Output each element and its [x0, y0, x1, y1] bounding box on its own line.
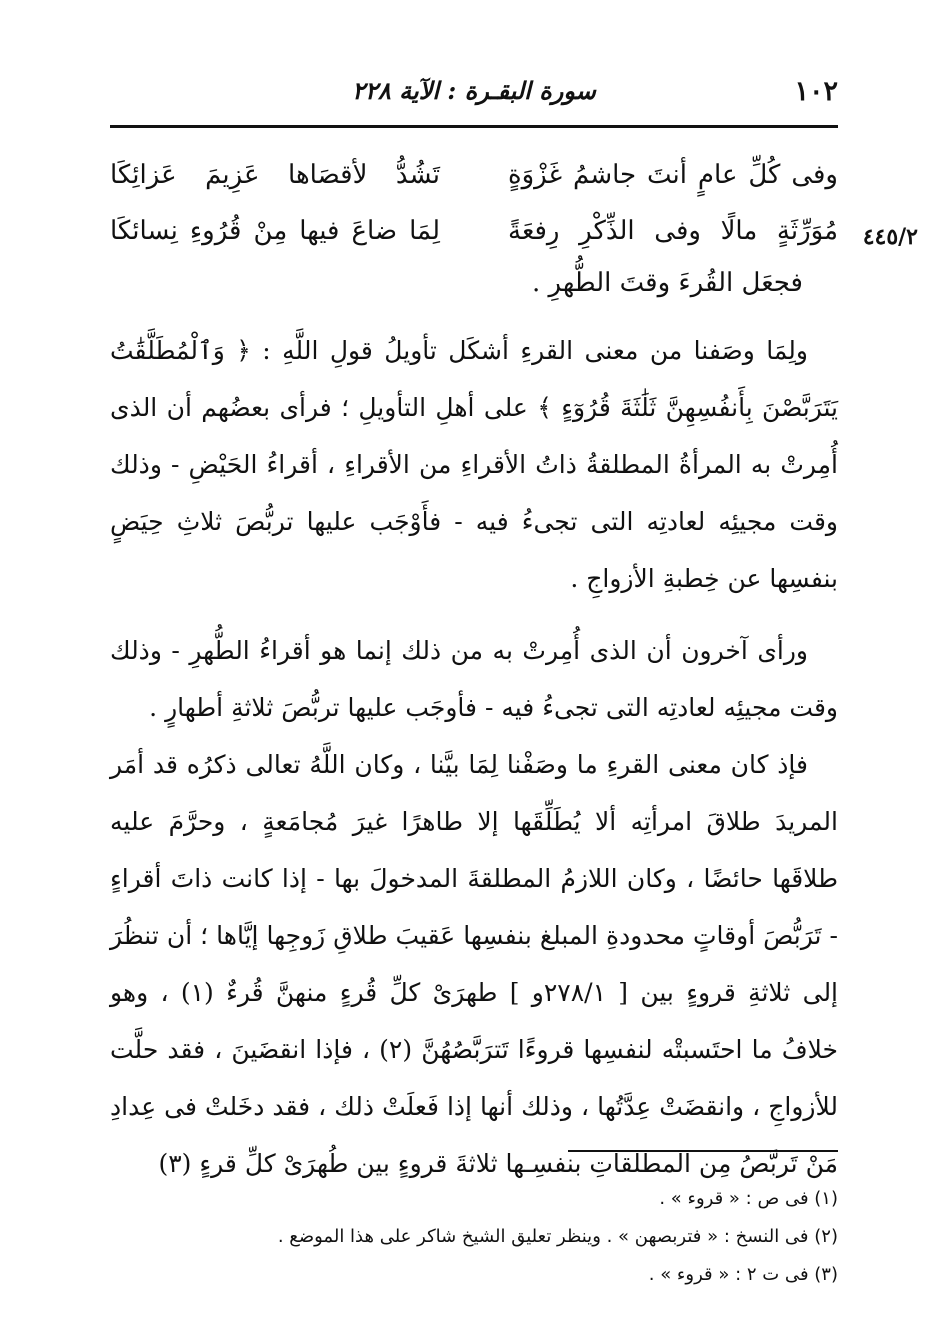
paragraph-1: ولِمَا وصَفنا من معنى القرءِ أشكَل تأويلُ قولِ اللَّهِ : ﴿ وَٱلْمُطَلَّقَٰتُ يَتَرَبَّصْنَ بِأَنفُسِهِنَّ ثَلَٰثَةَ قُرُوٓءٍ ﴾ على أهلِ التأويلِ ؛ فرأى بعضُهم أن الذى أُمِرتْ به المرأةُ المطلقةُ ذاتُ الأقراءِ من الأقراءِ ، أقراءُ الحَيْضِ - وذلك وقت مجيئِه لعادتِه التى تجىءُ فيه - فأَوْجَب عليها تربُّصَ ثلاثِ حِيَضٍ بنفسِها عن خِطبةِ الأزواجِ . [110, 336, 838, 593]
header-rule [110, 125, 838, 128]
verse-1-first-hemistich: وفى كُلِّ عامٍ أنتَ جاشمُ غَزْوَةٍ [508, 160, 838, 190]
paragraph-3: فإذ كان معنى القرءِ ما وصَفْنا لِمَا بيَّنا ، وكان اللَّهُ تعالى ذكرُه قد أمَر المريدَ طلاقَ امرأتِه ألا يُطَلِّقَها إلا طاهرًا غيرَ مُجامَعةٍ ، وحرَّمَ عليه طلاقَها حائضًا ، وكان اللازمُ المطلقةَ المدخولَ بها - إذا كانت ذاتَ أقراءٍ - تَرَبُّصَ أوقاتٍ محدودةِ المبلغ بنفسِها عَقيبَ طلاقِ زَوجِها إيَّاها ؛ أن تنظُرَ إلى ثلاثةِ قروءٍ بين [ ٢٧٨/١و ] طهرَىْ كلِّ قُرءٍ منهنَّ قُرءٌ (١) ، وهو خلافُ ما احتَسبتْه لنفسِها قروءًا تَترَبَّصُهُنَّ (٢) ، فإذا انقضَينَ ، فقد حلَّت للأزواجِ ، وانقضَتْ عِدَّتُها ، وذلك أنها إذا فَعلَتْ ذلك ، فقد دخَلتْ فى عِدادِ مَنْ تَربَّصُ مِن المطلقاتِ بنفسِـها ثلاثةَ قروءٍ بين طُهرَىْ كلِّ قرءٍ (٣) [110, 750, 839, 1178]
footnote-3: (٣) فى ت ٢ : « قروء » . [648, 1264, 838, 1285]
footnote-rule [568, 1150, 838, 1152]
verse-1 [110, 160, 838, 216]
verse-2-second-hemistich: لِمَا ضاعَ فيها مِنْ قُرُوءِ نِسائكَا [110, 216, 440, 246]
verse-2 [110, 216, 838, 272]
verse-2-first-hemistich: مُوَرِّثَةٍ مالًا وفى الذِّكْرِ رِفعَةً [508, 216, 838, 246]
footnote-2: (٢) فى النسخ : « فتربصهن » . وينظر تعليق الشيخ شاكر على هذا الموضع . [277, 1226, 838, 1247]
footnotes [110, 1180, 838, 1294]
poem-continuation: فجعَل القُرءَ وقتَ الطُّهرِ . [532, 268, 803, 298]
page-number: ١٠٢ [794, 76, 838, 107]
poem [110, 160, 918, 272]
running-title: سورة البقـرة : الآية ٢٢٨ [352, 76, 596, 105]
margin-reference: ٤٤٥/٢ [862, 224, 918, 250]
paragraph-2: ورأى آخرون أن الذى أُمِرتْ به من ذلك إنما هو أقراءُ الطُّهرِ - وذلك وقت مجيئِه لعادتِه التى تجىءُ فيه - فأوجَب عليها تربُّصَ ثلاثةِ أطهارٍ . [110, 636, 838, 722]
page-header [110, 76, 838, 116]
verse-1-second-hemistich: تَشُدُّ لأقصَاها عَزِيمَ عَزائِكَا [110, 160, 440, 190]
footnote-1: (١) فى ص : « قروء » . [659, 1188, 838, 1209]
